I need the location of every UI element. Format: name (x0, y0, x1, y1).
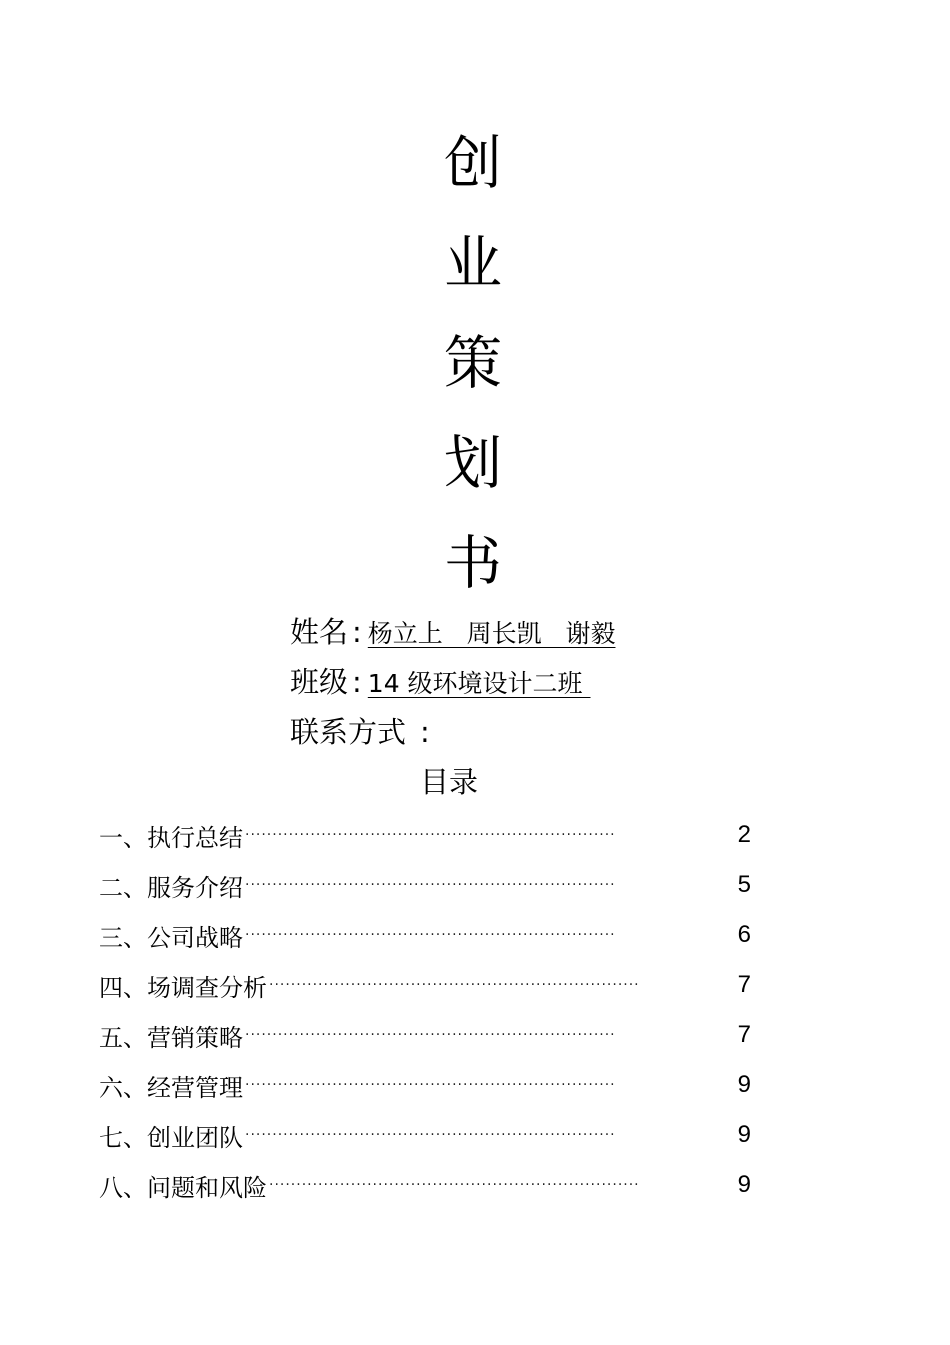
toc-item[interactable] (99, 960, 759, 1010)
toc-leader-dots: ···································································· (245, 877, 616, 893)
title-char-4: 划 (443, 429, 502, 497)
toc-leader-dots: ···································································· (269, 977, 640, 993)
toc-leader-dots: ···································································· (245, 1127, 616, 1143)
toc-item-label: 八、问题和风险 (99, 1173, 267, 1202)
toc-item-page: 7 (737, 1021, 751, 1048)
toc-item-label: 三、公司战略 (99, 923, 243, 952)
toc-item-page: 7 (737, 971, 751, 998)
toc-item[interactable] (99, 1110, 759, 1160)
title-char-3: 策 (443, 329, 502, 397)
class-label: 班级 (290, 665, 349, 699)
contact-label: 联系方式 (290, 715, 407, 749)
toc-item[interactable] (99, 1010, 759, 1060)
name-value: 杨立上 周长凯 谢毅 (367, 619, 616, 648)
title-char-2: 业 (443, 229, 502, 297)
toc-title: 目录 (420, 765, 479, 799)
toc-item-page: 9 (737, 1171, 751, 1198)
toc-item-label: 五、营销策略 (99, 1023, 243, 1052)
toc-item-page: 9 (737, 1121, 751, 1148)
toc-item[interactable] (99, 1160, 759, 1210)
toc-item-label: 六、经营管理 (99, 1073, 243, 1102)
contact-colon: : (420, 715, 430, 749)
toc-item-page: 9 (737, 1071, 751, 1098)
toc-item-label: 二、服务介绍 (99, 873, 243, 902)
toc-leader-dots: ···································································· (269, 1177, 640, 1193)
toc-leader-dots: ···································································· (245, 1077, 616, 1093)
toc-item[interactable] (99, 910, 759, 960)
toc-item[interactable] (99, 810, 759, 860)
contact-row (290, 712, 436, 752)
class-row (290, 662, 591, 704)
toc-leader-dots: ···································································· (245, 827, 616, 843)
toc-item-label: 一、执行总结 (99, 823, 243, 852)
toc-item-label: 四、场调查分析 (99, 973, 267, 1002)
toc-item-page: 6 (737, 921, 751, 948)
toc-item-label: 七、创业团队 (99, 1123, 243, 1152)
class-value: 14 级环境设计二班 (367, 669, 591, 698)
toc-leader-dots: ···································································· (245, 1027, 616, 1043)
table-of-contents (99, 810, 759, 1210)
toc-item[interactable] (99, 860, 759, 910)
name-row (290, 612, 615, 654)
title-char-1: 创 (443, 129, 502, 197)
toc-leader-dots: ···································································· (245, 927, 616, 943)
name-label: 姓名 (290, 615, 349, 649)
name-colon: : (352, 615, 362, 649)
title-char-5: 书 (443, 529, 502, 597)
toc-item-page: 5 (737, 871, 751, 898)
toc-item-page: 2 (737, 821, 751, 848)
toc-item[interactable] (99, 1060, 759, 1110)
class-colon: : (352, 665, 362, 699)
